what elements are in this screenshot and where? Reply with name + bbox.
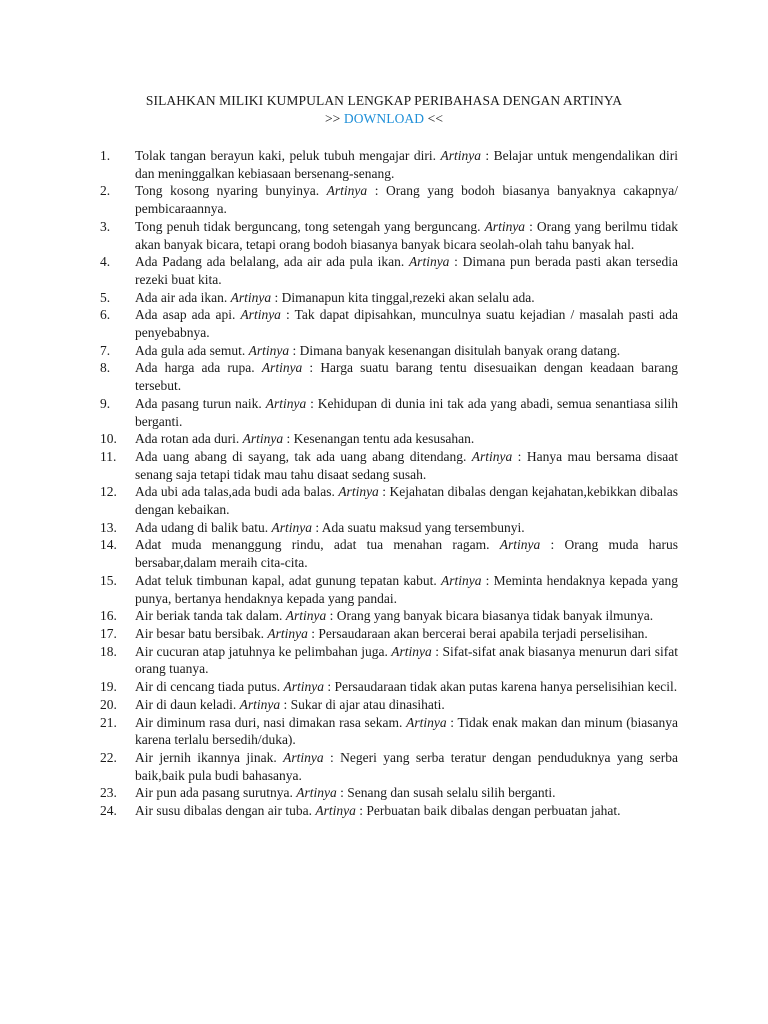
meaning-label: Artinya [271,519,312,535]
meaning-text: Negeri yang serba teratur dengan penduduknya yang serba baik,baik pula budi bahasanya. [135,749,678,783]
item-number: 22. [100,749,117,765]
meaning-text: Perbuatan baik dibalas dengan perbuatan jahat. [366,803,621,819]
item-number: 19. [100,679,117,695]
proverb-text: Ada pasang turun naik. [135,395,262,411]
meaning-text: Sukar di ajar atau dinasihati. [290,696,445,712]
document-header [60,92,708,128]
list-item: 17. Air besar batu bersibak. Artinya : Persaudaraan akan bercerai berai apabila terjadi perselisihan. [100,625,648,641]
proverb-text: Adat muda menanggung rindu, adat tua menahan ragam. [135,537,490,553]
list-item: 16. Air beriak tanda tak dalam. Artinya : Orang yang banyak bicara biasanya tidak banyak ilmunya. [100,608,654,624]
meaning-text: Sifat-sifat anak biasanya menurun dari sifat orang tuanya. [135,643,678,677]
meaning-label: Artinya [408,254,450,270]
proverb-text: Air susu dibalas dengan air tuba. [135,803,312,819]
list-item: 2. Tong kosong nyaring bunyinya. Artinya : Orang yang bodoh biasanya banyaknya cakapnya/ pembicaraannya. [100,183,678,217]
list-item: 4. Ada Padang ada belalang, ada air ada pula ikan. Artinya : Dimana pun berada pasti akan tersedia rezeki buat kita. [100,254,678,287]
list-item: 22. Air jernih ikannya jinak. Artinya : Negeri yang serba teratur dengan penduduknya yang serba baik,baik pula budi bahasanya. [100,749,678,783]
list-item: 1. Tolak tangan berayun kaki, peluk tubuh mengajar diri. Artinya : Belajar untuk mengendalikan diri dan meninggalkan kebiasaan bersenang-senang. [100,148,678,181]
list-item: 20. Air di daun keladi. Artinya : Sukar di ajar atau dinasihati. [100,696,445,712]
meaning-text: Tidak enak makan dan minum (biasanya karena terlalu bersedih/duka). [135,714,678,748]
item-number: 6. [100,307,111,323]
item-number: 10. [100,431,117,447]
meaning-text: Dimanapun kita tinggal,rezeki akan selalu ada. [281,289,535,305]
list-item: 10. Ada rotan ada duri. Artinya : Kesenangan tentu ada kesusahan. [100,431,475,447]
list-item: 14. Adat muda menanggung rindu, adat tua menahan ragam. Artinya : Orang muda harus bersabar,dalam meraih cita-cita. [100,537,679,571]
meaning-text: Ada suatu maksud yang tersembunyi. [321,519,525,535]
proverb-text: Tong penuh tidak berguncang, tong setengah yang berguncang. [135,218,481,234]
meaning-label: Artinya [261,360,303,376]
download-line [60,110,708,128]
item-number: 18. [100,643,117,659]
meaning-label: Artinya [440,572,482,588]
list-item: 7. Ada gula ada semut. Artinya : Dimana banyak kesenangan disitulah banyak orang datang. [100,342,621,358]
item-number: 9. [100,395,111,411]
item-number: 24. [100,803,117,819]
meaning-label: Artinya [338,484,379,500]
meaning-label: Artinya [326,183,368,199]
meaning-label: Artinya [265,395,307,411]
proverb-text: Air besar batu bersibak. [135,625,264,641]
proverb-list [0,147,768,820]
proverb-text: Tong kosong nyaring bunyinya. [135,183,320,199]
meaning-text: Kesenangan tentu ada kesusahan. [293,431,475,447]
item-number: 3. [100,218,111,234]
proverb-text: Air pun ada pasang surutnya. [135,785,293,801]
item-number: 21. [100,714,117,730]
item-number: 11. [100,448,117,464]
item-number: 15. [100,572,117,588]
item-number: 20. [100,696,117,712]
meaning-text: Orang yang bodoh biasanya banyaknya cakapnya/ pembicaraannya. [135,183,678,217]
meaning-text: Orang muda harus bersabar,dalam meraih cita-cita. [135,537,679,571]
meaning-label: Artinya [471,448,513,464]
meaning-label: Artinya [391,643,432,659]
meaning-label: Artinya [406,714,447,730]
item-number: 12. [100,484,117,500]
meaning-label: Artinya [230,289,272,305]
meaning-label: Artinya [296,785,337,801]
item-number: 8. [100,360,111,376]
item-number: 17. [100,625,117,641]
list-item: 8. Ada harga ada rupa. Artinya : Harga suatu barang tentu disesuaikan dengan keadaan barang tersebut. [100,360,679,394]
proverb-text: Ada air ada ikan. [135,289,228,305]
proverb-text: Ada Padang ada belalang, ada air ada pula ikan. [135,254,405,270]
proverb-text: Ada asap ada api. [135,307,236,323]
proverb-text: Ada udang di balik batu. [135,519,269,535]
list-item: 6. Ada asap ada api. Artinya : Tak dapat dipisahkan, munculnya suatu kejadian / masalah pasti ada penyebabnya. [100,307,678,341]
meaning-label: Artinya [240,307,281,323]
list-item: 13. Ada udang di balik batu. Artinya : Ada suatu maksud yang tersembunyi. [100,519,525,535]
meaning-text: Meminta hendaknya kepada yang punya, bertanya hendaknya kepada yang pandai. [135,572,679,606]
list-item: 19. Air di cencang tiada putus. Artinya : Persaudaraan tidak akan putas karena hanya perselisihian kecil. [100,679,678,695]
proverb-text: Tolak tangan berayun kaki, peluk tubuh mengajar diri. [135,148,436,163]
list-item: 18. Air cucuran atap jatuhnya ke pelimbahan juga. Artinya : Sifat-sifat anak biasanya menurun dari sifat orang tuanya. [100,643,678,677]
list-item: 3. Tong penuh tidak berguncang, tong setengah yang berguncang. Artinya : Orang yang berilmu tidak akan banyak bicara, tetapi orang bodoh biasanya banyak bicara seolah-olah tahu banyak hal. [100,218,678,252]
page-title: SILAHKAN MILIKI KUMPULAN LENGKAP PERIBAHASA DENGAN ARTINYA [145,93,623,108]
proverb-text: Air jernih ikannya jinak. [135,749,277,765]
meaning-label: Artinya [239,696,281,712]
meaning-text: Dimana pun berada pasti akan tersedia rezeki buat kita. [135,254,678,287]
meaning-text: Persaudaraan tidak akan putas karena hanya perselisihian kecil. [334,679,678,695]
proverb-text: Adat teluk timbunan kapal, adat gunung tepatan kabut. [135,572,437,588]
list-item: 5. Ada air ada ikan. Artinya : Dimanapun kita tinggal,rezeki akan selalu ada. [100,289,535,305]
proverb-text: Ada rotan ada duri. [135,431,240,447]
meaning-label: Artinya [315,803,356,819]
proverb-text: Air diminum rasa duri, nasi dimakan rasa sekam. [135,714,403,730]
proverb-text: Ada harga ada rupa. [135,360,255,376]
item-number: 7. [100,342,111,358]
meaning-text: Kejahatan dibalas dengan kejahatan,kebikkan dibalas dengan kebaikan. [135,484,679,518]
list-item: 11. Ada uang abang di sayang, tak ada uang abang ditendang. Artinya : Hanya mau bersama disaat senang saja tetapi tidak mau tahu disaat sedang susah. [100,448,678,482]
meaning-label: Artinya [248,342,290,358]
meaning-label: Artinya [283,679,324,695]
list-item: 9. Ada pasang turun naik. Artinya : Kehidupan di dunia ini tak ada yang abadi, semua senantiasa silih berganti. [100,395,679,429]
meaning-label: Artinya [267,625,308,641]
proverb-text: Air beriak tanda tak dalam. [135,608,283,624]
proverb-text: Air cucuran atap jatuhnya ke pelimbahan juga. [135,643,388,659]
item-number: 23. [100,785,117,801]
meaning-label: Artinya [440,148,481,163]
meaning-label: Artinya [283,749,324,765]
meaning-text: Senang dan susah selalu silih berganti. [347,785,556,801]
meaning-text: Dimana banyak kesenangan disitulah banyak orang datang. [299,342,621,358]
meaning-label: Artinya [285,608,327,624]
proverb-text: Ada gula ada semut. [135,342,246,358]
list-item: 21. Air diminum rasa duri, nasi dimakan rasa sekam. Artinya : Tidak enak makan dan minum (biasanya karena terlalu bersedih/duka). [100,714,678,748]
meaning-text: Persaudaraan akan bercerai berai apabila terjadi perselisihan. [318,625,648,641]
meaning-label: Artinya [242,431,284,447]
list-item: 24. Air susu dibalas dengan air tuba. Artinya : Perbuatan baik dibalas dengan perbuatan jahat. [100,803,621,819]
meaning-text: Belajar untuk mengendalikan diri dan meninggalkan kebiasaan bersenang-senang. [135,148,678,181]
item-number: 14. [100,537,117,553]
meaning-text: Orang yang banyak bicara biasanya tidak banyak ilmunya. [336,608,654,624]
meaning-text: Kehidupan di dunia ini tak ada yang abadi, semua senantiasa silih berganti. [135,395,679,429]
proverb-text: Ada uang abang di sayang, tak ada uang abang ditendang. [135,448,467,464]
meaning-text: Hanya mau bersama disaat senang saja tetapi tidak mau tahu disaat sedang susah. [135,448,678,482]
item-number: 1. [100,148,111,163]
list-item: 23. Air pun ada pasang surutnya. Artinya : Senang dan susah selalu silih berganti. [100,785,556,801]
meaning-text: Orang yang berilmu tidak akan banyak bicara, tetapi orang bodoh biasanya banyak bicara seolah-olah tahu banyak hal. [135,218,678,252]
meaning-label: Artinya [484,218,526,234]
item-number: 13. [100,519,117,535]
meaning-text: Harga suatu barang tentu disesuaikan dengan keadaan barang tersebut. [135,360,679,394]
download-link[interactable]: DOWNLOAD [343,111,425,126]
meaning-label: Artinya [499,537,541,553]
proverb-text: Air di cencang tiada putus. [135,679,281,695]
item-number: 2. [100,183,111,199]
meaning-text: Tak dapat dipisahkan, munculnya suatu kejadian / masalah pasti ada penyebabnya. [135,307,678,341]
download-prefix: >> [324,111,344,126]
download-suffix: << [424,111,444,126]
proverb-text: Air di daun keladi. [135,696,237,712]
list-item: 15. Adat teluk timbunan kapal, adat gunung tepatan kabut. Artinya : Meminta hendaknya kepada yang punya, bertanya hendaknya kepada yang pandai. [100,572,679,606]
item-number: 16. [100,608,117,624]
list-item: 12. Ada ubi ada talas,ada budi ada balas. Artinya : Kejahatan dibalas dengan kejahatan,kebikkan dibalas dengan kebaikan. [100,484,679,518]
item-number: 5. [100,289,111,305]
proverb-text: Ada ubi ada talas,ada budi ada balas. [135,484,335,500]
item-number: 4. [100,254,111,270]
